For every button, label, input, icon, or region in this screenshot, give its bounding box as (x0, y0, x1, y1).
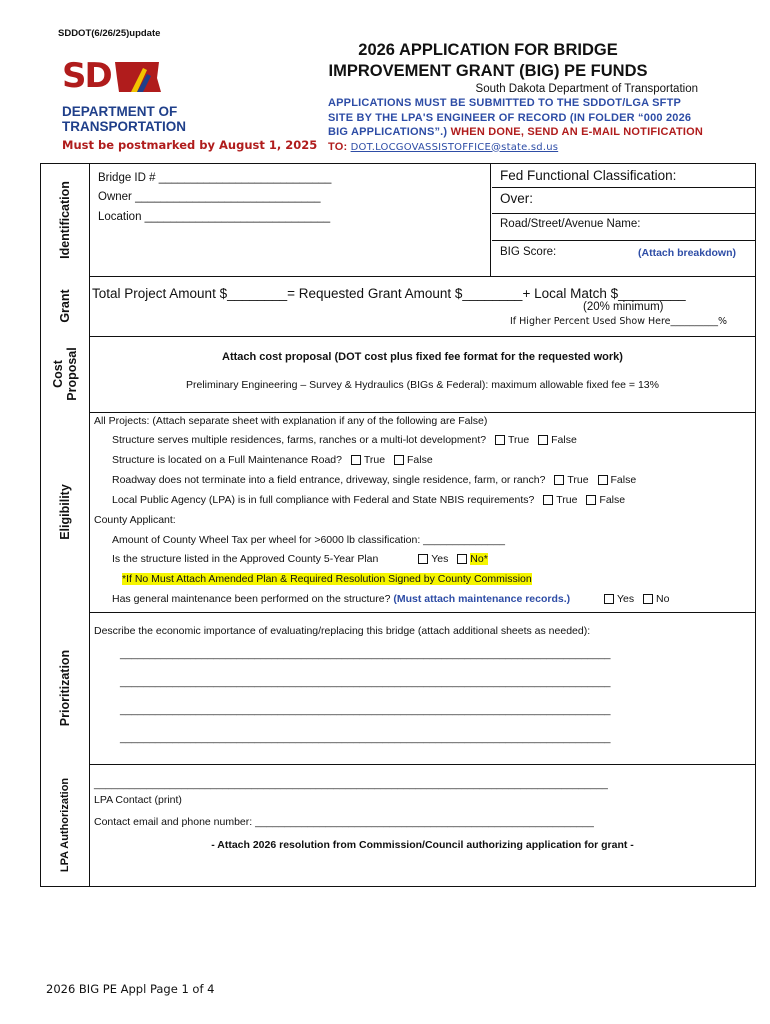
location-field[interactable]: Location _____________________________ (98, 211, 331, 223)
divider-grant (90, 276, 755, 277)
maintenance-no-checkbox[interactable] (643, 594, 653, 604)
q1-false-label: False (551, 434, 577, 446)
bridge-id-field[interactable]: Bridge ID # ___________________________ (98, 172, 332, 184)
q2-true-checkbox[interactable] (351, 455, 361, 465)
economic-importance-prompt: Describe the economic importance of evaluating/replacing this bridge (attach additional sheets as needed): (94, 625, 591, 637)
q2-false-label: False (407, 454, 433, 466)
divider-prioritization (90, 612, 755, 613)
all-projects-heading: All Projects: (Attach separate sheet with explanation if any of the following are False) (94, 415, 488, 427)
q4-false-checkbox[interactable] (586, 495, 596, 505)
section-eligibility (41, 412, 89, 612)
plan-yes-checkbox[interactable] (418, 554, 428, 564)
lpa-contact-label: LPA Contact (print) (94, 794, 182, 806)
q1-false-checkbox[interactable] (538, 435, 548, 445)
divider-lpa (90, 764, 755, 765)
department-name: South Dakota Department of Transportation (475, 83, 698, 95)
question-five-year-plan (112, 553, 488, 565)
economic-importance-line-4[interactable]: ____________________________________________________________________________________ (120, 732, 611, 744)
label-grant: Grant (58, 289, 72, 323)
q2-text: Structure is located on a Full Maintenance Road? (112, 454, 342, 466)
maintenance-yes-checkbox[interactable] (604, 594, 614, 604)
question-full-maintenance (112, 454, 433, 466)
question-multiple-residences (112, 434, 577, 446)
pe-fixed-fee-note: Preliminary Engineering – Survey & Hydraulics (BIGs & Federal): maximum allowable fixed fee = 13% (186, 379, 659, 391)
logo-line2: TRANSPORTATION (62, 119, 186, 134)
section-lpa (41, 764, 89, 886)
section-cost (41, 336, 89, 412)
amended-plan-text: *If No Must Attach Amended Plan & Required Resolution Signed by County Commission (122, 573, 532, 585)
page-footer: 2026 BIG PE Appl Page 1 of 4 (46, 982, 215, 996)
maintenance-note: (Must attach maintenance records.) (393, 593, 571, 605)
question-nbis-compliance (112, 494, 625, 506)
q4-true-checkbox[interactable] (543, 495, 553, 505)
title-line1: 2026 APPLICATION FOR BRIDGE (358, 41, 618, 59)
local-match-minimum: (20% minimum) (583, 301, 664, 313)
logo-sd-text: SD (62, 56, 111, 96)
cost-proposal-instruction: Attach cost proposal (DOT cost plus fixed fee format for the requested work) (222, 351, 623, 363)
q3-true-checkbox[interactable] (554, 475, 564, 485)
q3-false-checkbox[interactable] (598, 475, 608, 485)
section-identification (41, 164, 89, 276)
label-prioritization: Prioritization (58, 649, 72, 727)
resolution-note: - Attach 2026 resolution from Commission/Council authorizing application for grant - (211, 839, 634, 851)
id-divider (490, 164, 491, 276)
submission-instructions (328, 96, 708, 155)
fed-class-field[interactable]: Fed Functional Classification: (500, 168, 677, 183)
id-right-panel (492, 164, 755, 276)
section-grant (41, 276, 89, 336)
maintenance-yes-label: Yes (616, 593, 635, 605)
maintenance-text: Has general maintenance been performed on the structure? (112, 593, 391, 605)
label-cost: Cost (51, 360, 65, 388)
wheel-tax-field[interactable]: Amount of County Wheel Tax per wheel for >6000 lb classification: ______________ (112, 534, 505, 546)
q4-true-label: True (556, 494, 578, 506)
instructions-red: WHEN DONE, SEND AN (450, 126, 578, 138)
higher-percent-field[interactable]: If Higher Percent Used Show Here__________% (510, 316, 728, 327)
label-lpa-authorization: LPA Authorization (59, 777, 71, 873)
owner-field[interactable]: Owner _____________________________ (98, 191, 321, 203)
instructions-blue: APPLICATIONS MUST BE SUBMITTED TO THE SDDOT/LGA SFTP SITE BY THE LPA'S ENGINEER OF RECORD (IN FOLDER “000 2026 BIG APPLICATIONS”.) (328, 97, 692, 138)
label-eligibility: Eligibility (58, 484, 72, 540)
lpa-signature-line[interactable]: ________________________________________________________________________________________ (94, 778, 608, 790)
q3-false-label: False (610, 474, 637, 486)
plan-text: Is the structure listed in the Approved County 5-Year Plan (112, 553, 379, 565)
grant-amounts-field[interactable]: Total Project Amount $________= Requested Grant Amount $________+ Local Match $_________ (92, 286, 686, 301)
divider-eligibility (90, 412, 755, 413)
county-applicant-heading: County Applicant: (94, 514, 176, 526)
amended-plan-note (122, 573, 532, 585)
q3-text: Roadway does not terminate into a field entrance, driveway, single residence, farm, or ranch? (112, 474, 546, 486)
maintenance-no-label: No (656, 593, 670, 605)
sddot-logo (58, 56, 186, 136)
q2-true-label: True (363, 454, 386, 466)
form-body (89, 164, 755, 886)
question-maintenance (112, 593, 669, 605)
attach-breakdown-note: (Attach breakdown) (638, 247, 737, 259)
revision-tag: SDDOT(6/26/25)update (58, 28, 161, 39)
title-line2: IMPROVEMENT GRANT (BIG) PE FUNDS (328, 62, 648, 80)
question-roadway-termination (112, 474, 636, 486)
label-proposal: Proposal (65, 347, 79, 401)
instructions-email-label: E-MAIL NOTIFICATION TO: (328, 126, 704, 153)
q4-text: Local Public Agency (LPA) is in full compliance with Federal and State NBIS requirements? (112, 494, 535, 506)
divider-cost (90, 336, 755, 337)
plan-no-label: No* (470, 553, 488, 565)
id-row-line3 (492, 240, 755, 241)
application-form (40, 163, 756, 887)
economic-importance-line-1[interactable]: ____________________________________________________________________________________ (120, 648, 611, 660)
contact-email-phone-field[interactable]: Contact email and phone number: __________________________________________________________ (94, 816, 594, 828)
form-title (278, 40, 698, 82)
q1-true-label: True (508, 434, 530, 446)
postmark-deadline: Must be postmarked by August 1, 2025 (62, 138, 318, 152)
label-identification: Identification (58, 181, 72, 259)
q4-false-label: False (599, 494, 626, 506)
plan-no-checkbox[interactable] (457, 554, 467, 564)
road-name-field[interactable]: Road/Street/Avenue Name: (500, 218, 641, 230)
q2-false-checkbox[interactable] (394, 455, 404, 465)
q1-text: Structure serves multiple residences, farms, ranches or a multi-lot development? (112, 434, 487, 446)
logo-line1: DEPARTMENT OF (62, 104, 178, 119)
q1-true-checkbox[interactable] (495, 435, 505, 445)
big-score-field[interactable]: BIG Score: (500, 246, 557, 258)
id-row-line1 (492, 187, 755, 188)
economic-importance-line-2[interactable]: ____________________________________________________________________________________ (120, 676, 611, 688)
notification-email-link[interactable]: DOT.LOCGOVASSISTOFFICE@state.sd.us (350, 141, 559, 153)
section-prioritization (41, 612, 89, 764)
id-row-line2 (492, 213, 755, 214)
label-cost-proposal (51, 347, 79, 401)
plan-yes-label: Yes (431, 553, 449, 565)
economic-importance-line-3[interactable]: ____________________________________________________________________________________ (120, 704, 611, 716)
logo-map-icon (113, 58, 163, 96)
over-field[interactable]: Over: (500, 191, 534, 206)
q3-true-label: True (567, 474, 589, 486)
